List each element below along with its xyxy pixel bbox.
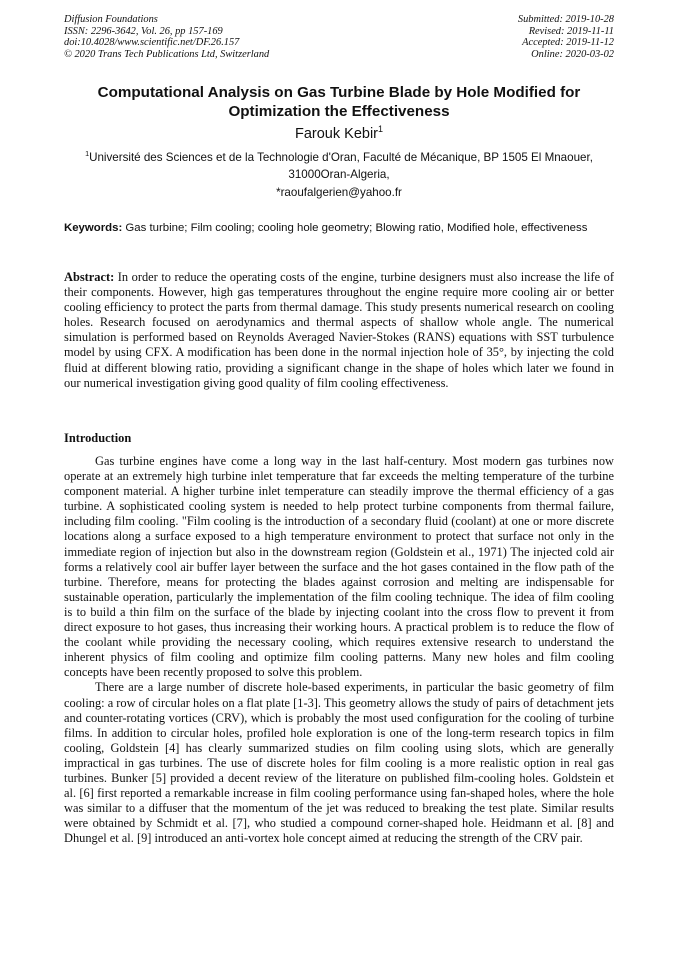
- revised-date: Revised: 2019-11-11: [528, 25, 614, 37]
- author-name: Farouk Kebir: [294, 126, 378, 142]
- copyright: © 2020 Trans Tech Publications Ltd, Switzerland: [64, 48, 270, 60]
- keywords-text: Gas turbine; Film cooling; cooling hole geometry; Blowing ratio, Modified hole, effectiveness: [125, 222, 588, 234]
- journal-name: Diffusion Foundations: [64, 14, 158, 25]
- paragraph: Gas turbine engines have come a long way in the last half-century. Most modern gas turbines now operate at an extremely high turbine inlet temperature that far exceeds the melting temperature of the turbine component material. A higher turbine inlet temperature can steadily improve the thermal efficiency of a gas turbine. A sophisticated cooling system is needed to help protect turbine components from thermal failure, including film cooling. "Film cooling is the introduction of a secondary fluid (coolant) at one or more discrete locations along a surface exposed to a high temperature environment to protect that surface not only in the immediate region of injection but also in the downstream region (Goldstein et al., 1971) The injected cold air forms a relatively cool air buffer layer between the surface and the hot gases contained in the flow path of the turbine. Therefore, means for protecting the blades against corrosion and melting are indispensable for sustainable operation, particularly the implementation of the film cooling technique. The idea of film cooling is to build a thin film on the surface of the blade by injecting coolant into the cross flow to prevent it from direct exposure to hot gases, thus increasing their working hours. A practical problem is to reduce the flow of the coolant while providing the necessary cooling, which requires extensive research to understand the inherent physics of film cooling and optimize film cooling patterns. Many new holes and film cooling concepts have been recently proposed to solve this problem.: [64, 454, 614, 680]
- abstract-label: Abstract:: [64, 270, 115, 284]
- author: [64, 125, 614, 143]
- accepted-date: Accepted: 2019-11-12: [522, 37, 614, 49]
- publication-dates: [518, 14, 614, 60]
- issn-volume: ISSN: 2296-3642, Vol. 26, pp 157-169: [64, 25, 223, 37]
- affiliation: [64, 150, 614, 183]
- online-date: Online: 2020-03-02: [531, 48, 614, 60]
- paragraph: There are a large number of discrete hole-based experiments, in particular the basic geometry of film cooling: a row of circular holes on a flat plate [1-3]. This geometry allows the study of pairs of detachment jets and counter-rotating vortices (CRV), which is probably the most used configuration for the cooling of turbine films. In addition to circular holes, profiled hole exploration is one of the long-term research topics in film cooling, Goldstein [4] has clearly summarized studies on film cooling using slots, which are generally impractical in gas turbines. The use of discrete holes for film cooling is a more realistic option in real gas turbines. Bunker [5] provided a decent review of the literature on published film-cooling holes. Goldstein et al. [6] first reported a remarkable increase in film cooling performance using fan-shaped holes, where the hole was similar to a diffuser that the momentum of the jet was reduced to breaking the test plate. Similar results were obtained by Schmidt et al. [7], who studied a compound corner-shaped hole. Heidmann et al. [8] and Dhungel et al. [9] introduced an anti-vortex hole concept aimed at reducing the strength of the CRV pair.: [64, 680, 614, 846]
- paper-title: Computational Analysis on Gas Turbine Blade by Hole Modified for Optimization the Effectiveness: [97, 84, 581, 120]
- author-affiliation-mark: 1: [378, 124, 383, 135]
- affiliation-text: Université des Sciences et de la Technologie d'Oran, Faculté de Mécanique, BP 1505 El Mnaouer, 31000Oran-Algeria,: [89, 151, 593, 181]
- submitted-date: Submitted: 2019-10-28: [517, 14, 614, 25]
- introduction-heading: Introduction: [64, 431, 132, 445]
- keywords: [64, 221, 614, 235]
- doi: doi:10.4028/www.scientific.net/DF.26.157: [64, 37, 240, 49]
- author-email: *raoufalgerien@yahoo.fr: [276, 186, 402, 199]
- journal-info: [64, 14, 269, 60]
- abstract-text: In order to reduce the operating costs of the engine, turbine designers must also increase the life of their components. However, high gas temperatures throughout the engine require more cooling air or better cooling efficiency to protect the parts from thermal damage. This study presents numerical research on cooling holes. Research focused on aerodynamics and thermal aspects of shallow whole angle. The numerical simulation is performed based on Reynolds Averaged Navier-Stokes (RANS) equations with SST turbulence model by using CFX. A modification has been done in the normal injection hole of 35°, by injecting the cold fluid at different blowing ratio, providing a significant change in the shape of holes which later we found in our numerical investigation giving good quality of film cooling effectiveness.: [64, 270, 614, 390]
- abstract: [64, 270, 614, 391]
- introduction-body: [64, 454, 614, 846]
- keywords-label: Keywords:: [64, 222, 123, 234]
- affiliation-mark: 1: [85, 149, 90, 159]
